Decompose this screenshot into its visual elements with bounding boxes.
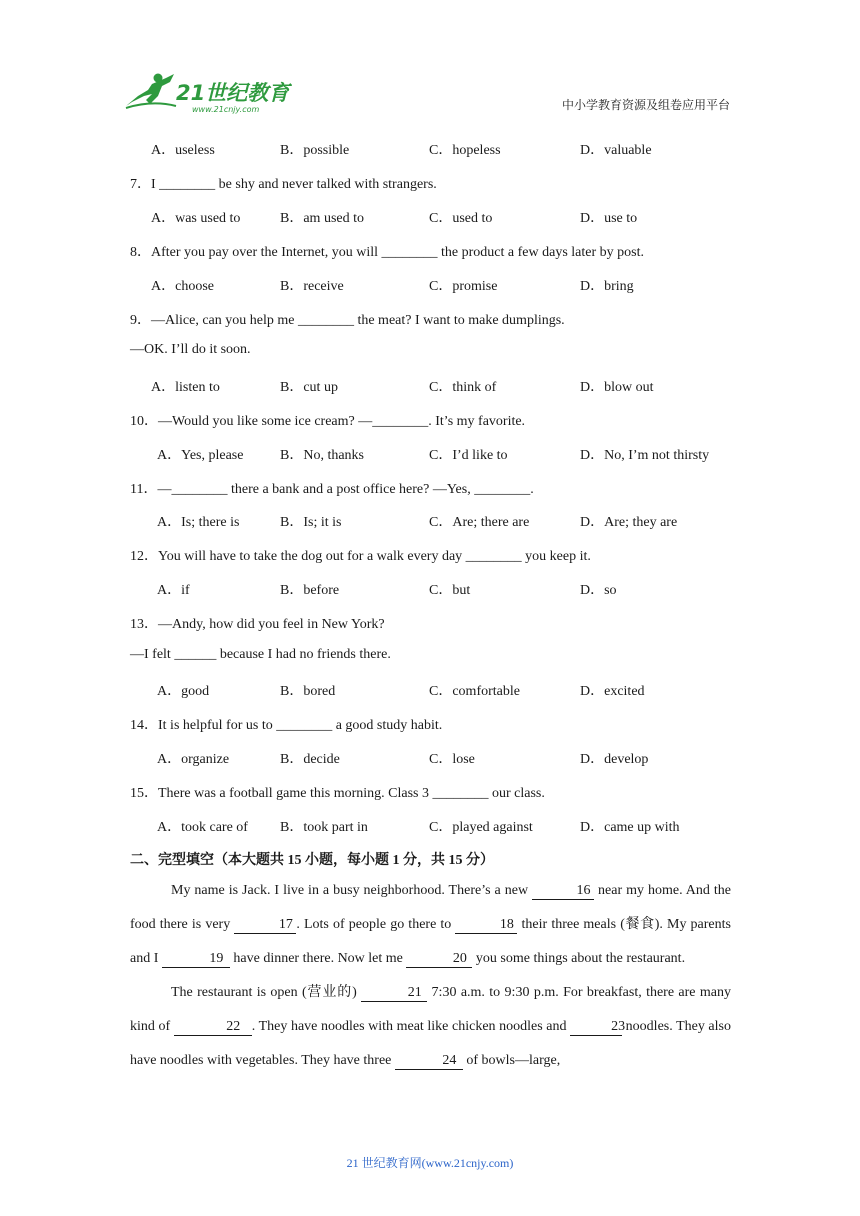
blank-18: 18 (455, 917, 517, 934)
blank-16: 16 (532, 883, 594, 900)
question-7-stem: 7．I ________ be shy and never talked with strangers. (130, 177, 437, 192)
option-a: A．Is; there is (157, 515, 240, 530)
option-d: D．No, I’m not thirsty (580, 448, 710, 463)
blank-23: 23 (570, 1019, 622, 1036)
option-d: D．excited (580, 684, 645, 699)
question-10-stem: 10．—Would you like some ice cream? —________. It’s my favorite. (130, 414, 526, 429)
option-a: A．organize (157, 752, 230, 767)
logo-url-text: www.21cnjy.com (192, 105, 260, 114)
option-d: D．Are; they are (580, 515, 678, 530)
cloze-passage (130, 874, 731, 1078)
option-b: B．decide (280, 752, 340, 767)
passage-paragraph-1: My name is Jack. I live in a busy neighborhood. There’s a new 16 near my home. And the food there is very 17 . Lots of people go there to 18 their three meals (餐食). My parents and I 19 have dinner there. Now let me 20 you some things about the restaurant. (130, 883, 732, 966)
option-b: B．am used to (280, 211, 364, 226)
option-d: D．valuable (580, 143, 652, 158)
passage-paragraph-2: The restaurant is open (营业的) 21 7:30 a.m. to 9:30 p.m. For breakfast, there are many kind of 22 . They have noodles with meat like chicken noodles and 23 noodles. They also have noodles with vegetables. They have three 24 of bowls—large, (130, 985, 731, 1068)
option-c: C．but (429, 583, 471, 598)
blank-24: 24 (395, 1053, 463, 1070)
option-a: A．useless (151, 143, 215, 158)
option-c: C．hopeless (429, 143, 501, 158)
option-d: D．develop (580, 752, 649, 767)
option-c: C．I’d like to (429, 448, 508, 463)
blank-22: 22 (174, 1019, 252, 1036)
option-b: B．cut up (280, 380, 338, 395)
header-platform-text: 中小学教育资源及组卷应用平台 (561, 98, 730, 112)
q14-options (0, 748, 860, 768)
question-9-stem: 9．—Alice, can you help me ________ the meat? I want to make dumplings. (130, 313, 565, 328)
question-13-stem: 13．—Andy, how did you feel in New York? (130, 617, 385, 632)
question-8-stem: 8．After you pay over the Internet, you will ________ the product a few days later by post. (130, 245, 644, 260)
option-c: C．promise (429, 279, 498, 294)
blank-19: 19 (162, 951, 230, 968)
section-2-heading: 二、完型填空（本大题共 15 小题，每小题 1 分，共 15 分） (130, 853, 494, 868)
q6-options (0, 139, 860, 159)
option-c: C．lose (429, 752, 475, 767)
question-14-stem: 14．It is helpful for us to ________ a good study habit. (130, 718, 443, 733)
option-c: C．used to (429, 211, 493, 226)
option-c: C．played against (429, 820, 533, 835)
option-a: A．good (157, 684, 210, 699)
option-c: C．think of (429, 380, 497, 395)
blank-17: 17 (234, 917, 296, 934)
option-d: D．use to (580, 211, 638, 226)
option-a: A．if (157, 583, 190, 598)
option-b: B．receive (280, 279, 344, 294)
option-d: D．came up with (580, 820, 680, 835)
q11-options (0, 511, 860, 531)
blank-21: 21 (361, 985, 427, 1002)
question-11-stem: 11．—________ there a bank and a post office here? —Yes, ________. (130, 482, 534, 497)
option-c: C．comfortable (429, 684, 520, 699)
question-12-stem: 12．You will have to take the dog out for a walk every day ________ you keep it. (130, 549, 591, 564)
option-b: B．No, thanks (280, 448, 364, 463)
option-a: A．took care of (157, 820, 248, 835)
question-15-stem: 15．There was a football game this morning. Class 3 ________ our class. (130, 786, 545, 801)
runner-icon (126, 74, 176, 109)
question-9-reply: —OK. I’ll do it soon. (130, 342, 251, 357)
option-a: A．listen to (151, 380, 220, 395)
q15-options (0, 816, 860, 836)
question-13-reply: —I felt ______ because I had no friends there. (130, 647, 391, 662)
option-a: A．Yes, please (157, 448, 244, 463)
q12-options (0, 579, 860, 599)
q9-options (0, 376, 860, 396)
blank-20: 20 (406, 951, 472, 968)
option-b: B．possible (280, 143, 350, 158)
option-d: D．bring (580, 279, 634, 294)
option-b: B．took part in (280, 820, 368, 835)
q10-options (0, 444, 860, 464)
option-d: D．blow out (580, 380, 654, 395)
q8-options (0, 275, 860, 295)
page-footer: 21 世纪教育网(www.21cnjy.com) (346, 1156, 514, 1170)
option-b: B．bored (280, 684, 336, 699)
option-d: D．so (580, 583, 617, 598)
q7-options (0, 207, 860, 227)
site-logo (122, 70, 292, 114)
option-a: A．choose (151, 279, 214, 294)
q13-options (0, 680, 860, 700)
option-b: B．before (280, 583, 340, 598)
option-b: B．Is; it is (280, 515, 342, 530)
option-c: C．Are; there are (429, 515, 530, 530)
logo-text: 21世纪教育 (176, 81, 290, 105)
option-a: A．was used to (151, 211, 241, 226)
